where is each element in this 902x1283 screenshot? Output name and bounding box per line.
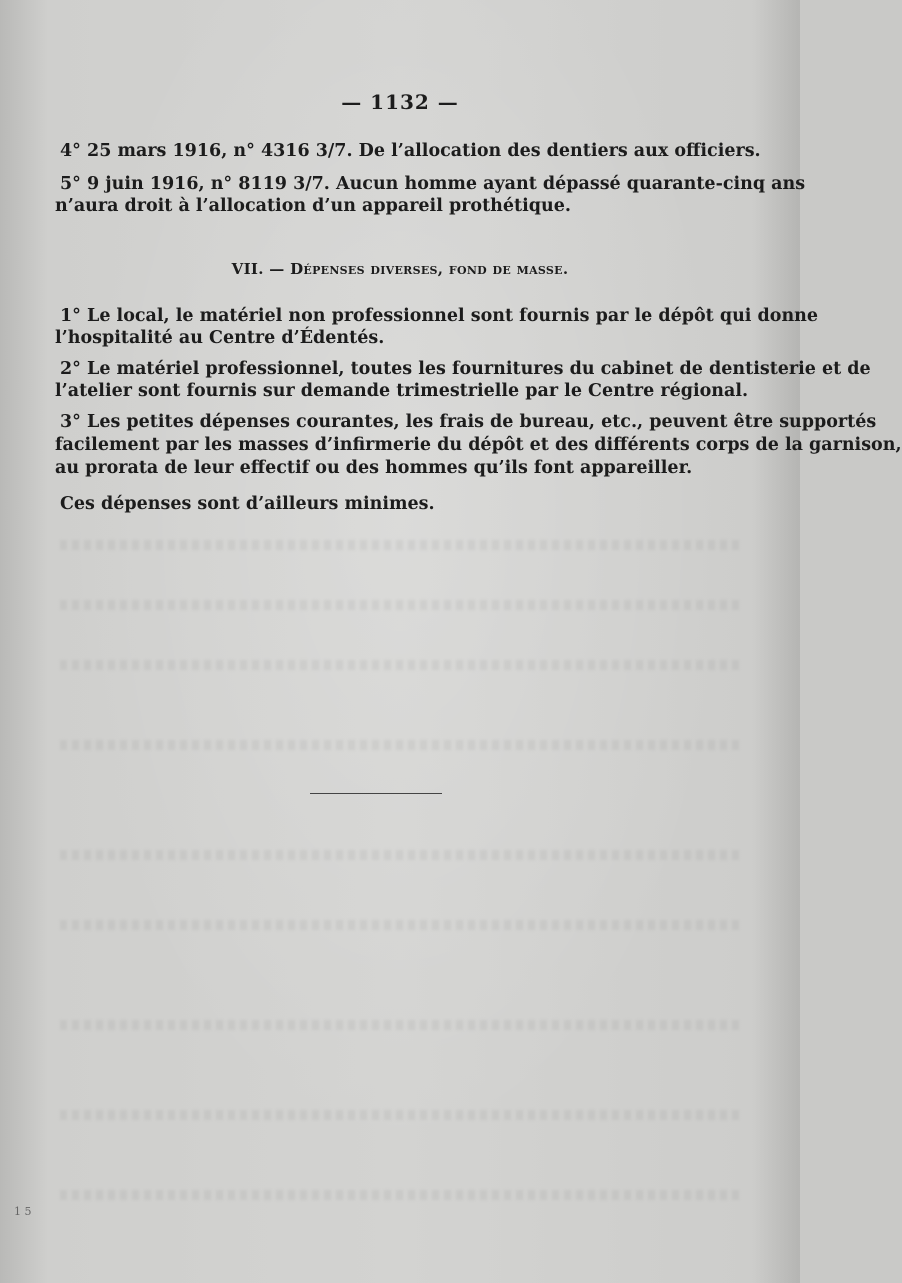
paragraph-line: 2° Le matériel professionnel, toutes les fournitures du cabinet de dentisterie et de	[60, 359, 871, 379]
paragraph-line: 1° Le local, le matériel non professionnel sont fournis par le dépôt qui donne	[60, 306, 819, 326]
paragraph-line: l’hospitalité au Centre d’Édentés.	[55, 328, 385, 348]
section-title: Dépenses diverses, fond de masse.	[290, 260, 569, 278]
show-through-texture	[60, 1190, 740, 1200]
text-line: 4° 25 mars 1916, n° 4316 3/7. De l’allocation des dentiers aux officiers.	[60, 141, 761, 161]
show-through-texture	[60, 920, 740, 930]
section-number: VII. —	[231, 260, 285, 278]
show-through-texture	[60, 600, 740, 610]
section-divider	[310, 793, 442, 794]
text-line: 5° 9 juin 1916, n° 8119 3/7. Aucun homme ayant dépassé quarante-cinq ans	[60, 174, 806, 194]
show-through-texture	[60, 1020, 740, 1030]
section-heading	[0, 260, 800, 278]
paragraph-line: 3° Les petites dépenses courantes, les frais de bureau, etc., peuvent être supportés	[60, 412, 877, 432]
show-through-texture	[60, 660, 740, 670]
paragraph-line: Ces dépenses sont d’ailleurs minimes.	[60, 494, 435, 514]
margin-mark: 1 5	[14, 1205, 32, 1218]
show-through-texture	[60, 740, 740, 750]
paragraph-line: facilement par les masses d’infirmerie du dépôt et des différents corps de la garnison,	[55, 435, 902, 455]
text-line: n’aura droit à l’allocation d’un appareil prothétique.	[55, 196, 571, 216]
show-through-texture	[60, 1110, 740, 1120]
paragraph-line: au prorata de leur effectif ou des hommes qu’ils font appareiller.	[55, 458, 693, 478]
page-number: — 1132 —	[341, 90, 459, 114]
paragraph-line: l’atelier sont fournis sur demande trimestrielle par le Centre régional.	[55, 381, 749, 401]
show-through-texture	[60, 850, 740, 860]
show-through-texture	[60, 540, 740, 550]
